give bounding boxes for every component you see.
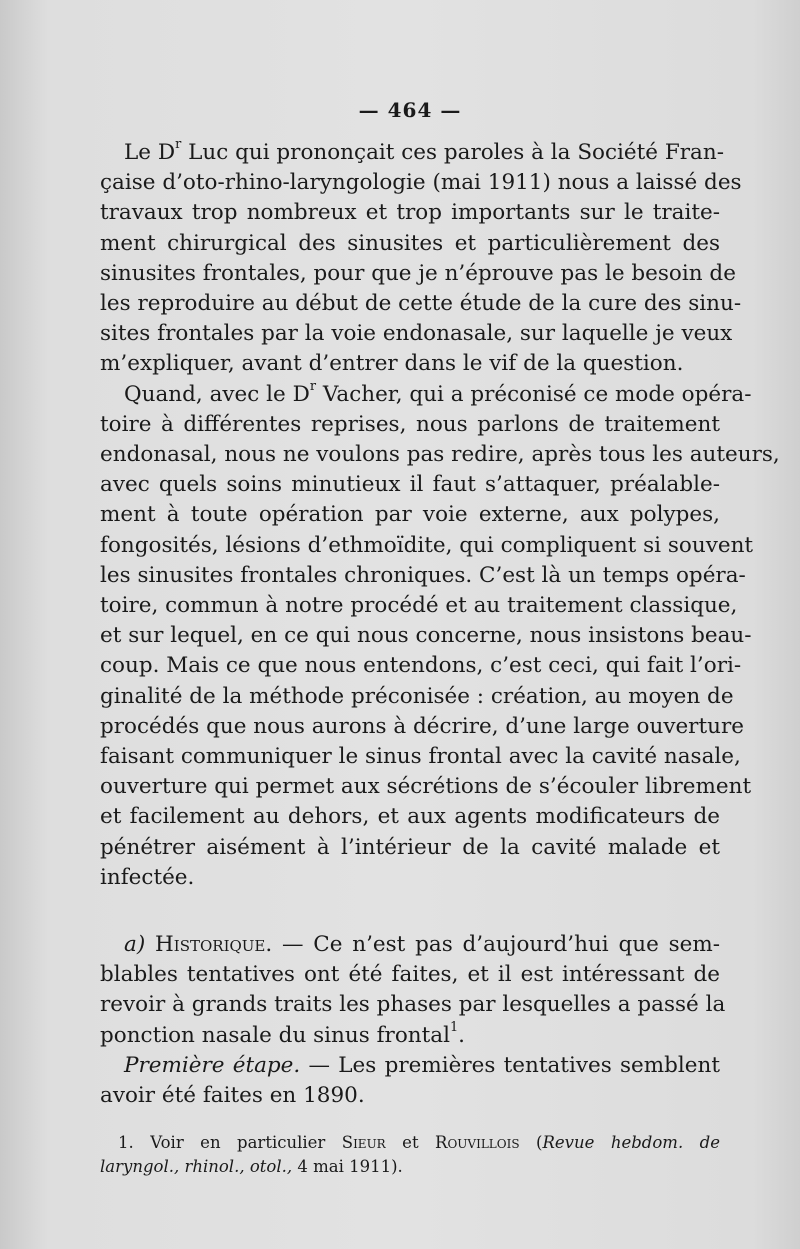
text-line: les reproduire au début de cette étude de la cure des sinu- (100, 291, 742, 317)
text-line: pénétrer aisément à l’intérieur de la cavité malade et (100, 834, 720, 860)
text-run: Quand, avec le D (124, 381, 310, 407)
paragraph-3 (100, 930, 726, 1051)
text-run: et (385, 1133, 436, 1152)
paragraph-1 (100, 137, 742, 380)
text-run: ( (519, 1133, 543, 1152)
text-run: — Les premières tentatives semblent (300, 1052, 720, 1078)
text-line (100, 930, 720, 960)
text-line: les sinusites frontales chroniques. C’est là un temps opéra- (100, 562, 746, 588)
paragraph-4 (100, 1051, 720, 1111)
footnote-ref: 1 (449, 1019, 459, 1035)
text-line: endonasal, nous ne voulons pas redire, après tous les auteurs, (100, 442, 780, 468)
text-line (100, 378, 752, 410)
text-line: ment à toute opération par voie externe, aux polypes, (100, 502, 720, 528)
text-run: — Ce n’est pas d’aujourd’hui que sem- (272, 932, 720, 958)
text-line: fongosités, lésions d’ethmoïdite, qui compliquent si souvent (100, 532, 754, 558)
text-line: procédés que nous aurons à décrire, d’une large ouverture (100, 713, 744, 739)
text-line (100, 137, 724, 168)
text-line: avoir été faites en 1890. (100, 1083, 365, 1109)
author-name: Sieur (341, 1133, 386, 1152)
text-line: toire à différentes reprises, nous parlons de traitement (100, 411, 720, 437)
text-run: Vacher, qui a préconisé ce mode opéra- (315, 381, 752, 407)
text-run: 4 mai 1911). (292, 1157, 403, 1176)
text-line: blables tentatives ont été faites, et il est intéressant de (100, 962, 720, 988)
superscript: r (175, 137, 182, 153)
body-text (100, 137, 780, 1111)
journal-title: laryngol., rhinol., otol., (100, 1157, 293, 1176)
text-run: 1. Voir en particulier (118, 1133, 342, 1152)
text-line (100, 1051, 720, 1081)
text-line: sites frontales par la voie endonasale, sur laquelle je veux (100, 321, 733, 347)
text-line: sinusites frontales, pour que je n’éprouve pas le besoin de (100, 260, 736, 286)
text-line: revoir à grands traits les phases par lesquelles a passé la (100, 992, 726, 1018)
journal-title: Revue hebdom. de (542, 1133, 720, 1152)
section-heading: Historique. (155, 932, 273, 958)
footnote (100, 1131, 720, 1179)
text-line: infectée. (100, 864, 195, 890)
text-line (100, 1021, 720, 1051)
text-line: m’expliquer, avant d’entrer dans le vif de la question. (100, 351, 684, 377)
text-line: ginalité de la méthode préconisée : création, au moyen de (100, 683, 734, 709)
text-run: . (458, 1022, 466, 1048)
author-name: Rouvillois (435, 1133, 520, 1152)
footnote-line (100, 1155, 720, 1179)
text-line: et sur lequel, en ce qui nous concerne, nous insistons beau- (100, 623, 752, 649)
text-line: coup. Mais ce que nous entendons, c’est ceci, qui fait l’ori- (100, 653, 742, 679)
section-gap (100, 893, 720, 930)
text-line: toire, commun à notre procédé et au traitement classique, (100, 593, 738, 619)
text-run: Luc qui prononçait ces paroles à la Société Fran- (181, 140, 724, 165)
text-run: Le D (124, 140, 176, 165)
subsection-heading: Première étape. (124, 1052, 301, 1078)
text-line: çaise d’oto-rhino-laryngologie (mai 1911) nous a laissé des (100, 170, 742, 196)
section-label: a) (124, 932, 146, 958)
text-run: ponction nasale du sinus frontal (100, 1022, 450, 1048)
text-line: faisant communiquer le sinus frontal avec la cavité nasale, (100, 744, 741, 770)
text-line: et facilement au dehors, et aux agents modificateurs de (100, 804, 720, 830)
paragraph-2 (100, 378, 780, 893)
text-line: travaux trop nombreux et trop importants sur le traite- (100, 200, 720, 226)
page-number: — 464 — (358, 98, 462, 122)
text-line: ment chirurgical des sinusites et particulièrement des (100, 230, 720, 256)
superscript: r (309, 378, 316, 394)
text-line: avec quels soins minutieux il faut s’attaquer, préalable- (100, 472, 720, 498)
text-line: ouverture qui permet aux sécrétions de s’écouler librement (100, 774, 752, 800)
footnote-line (100, 1131, 720, 1155)
